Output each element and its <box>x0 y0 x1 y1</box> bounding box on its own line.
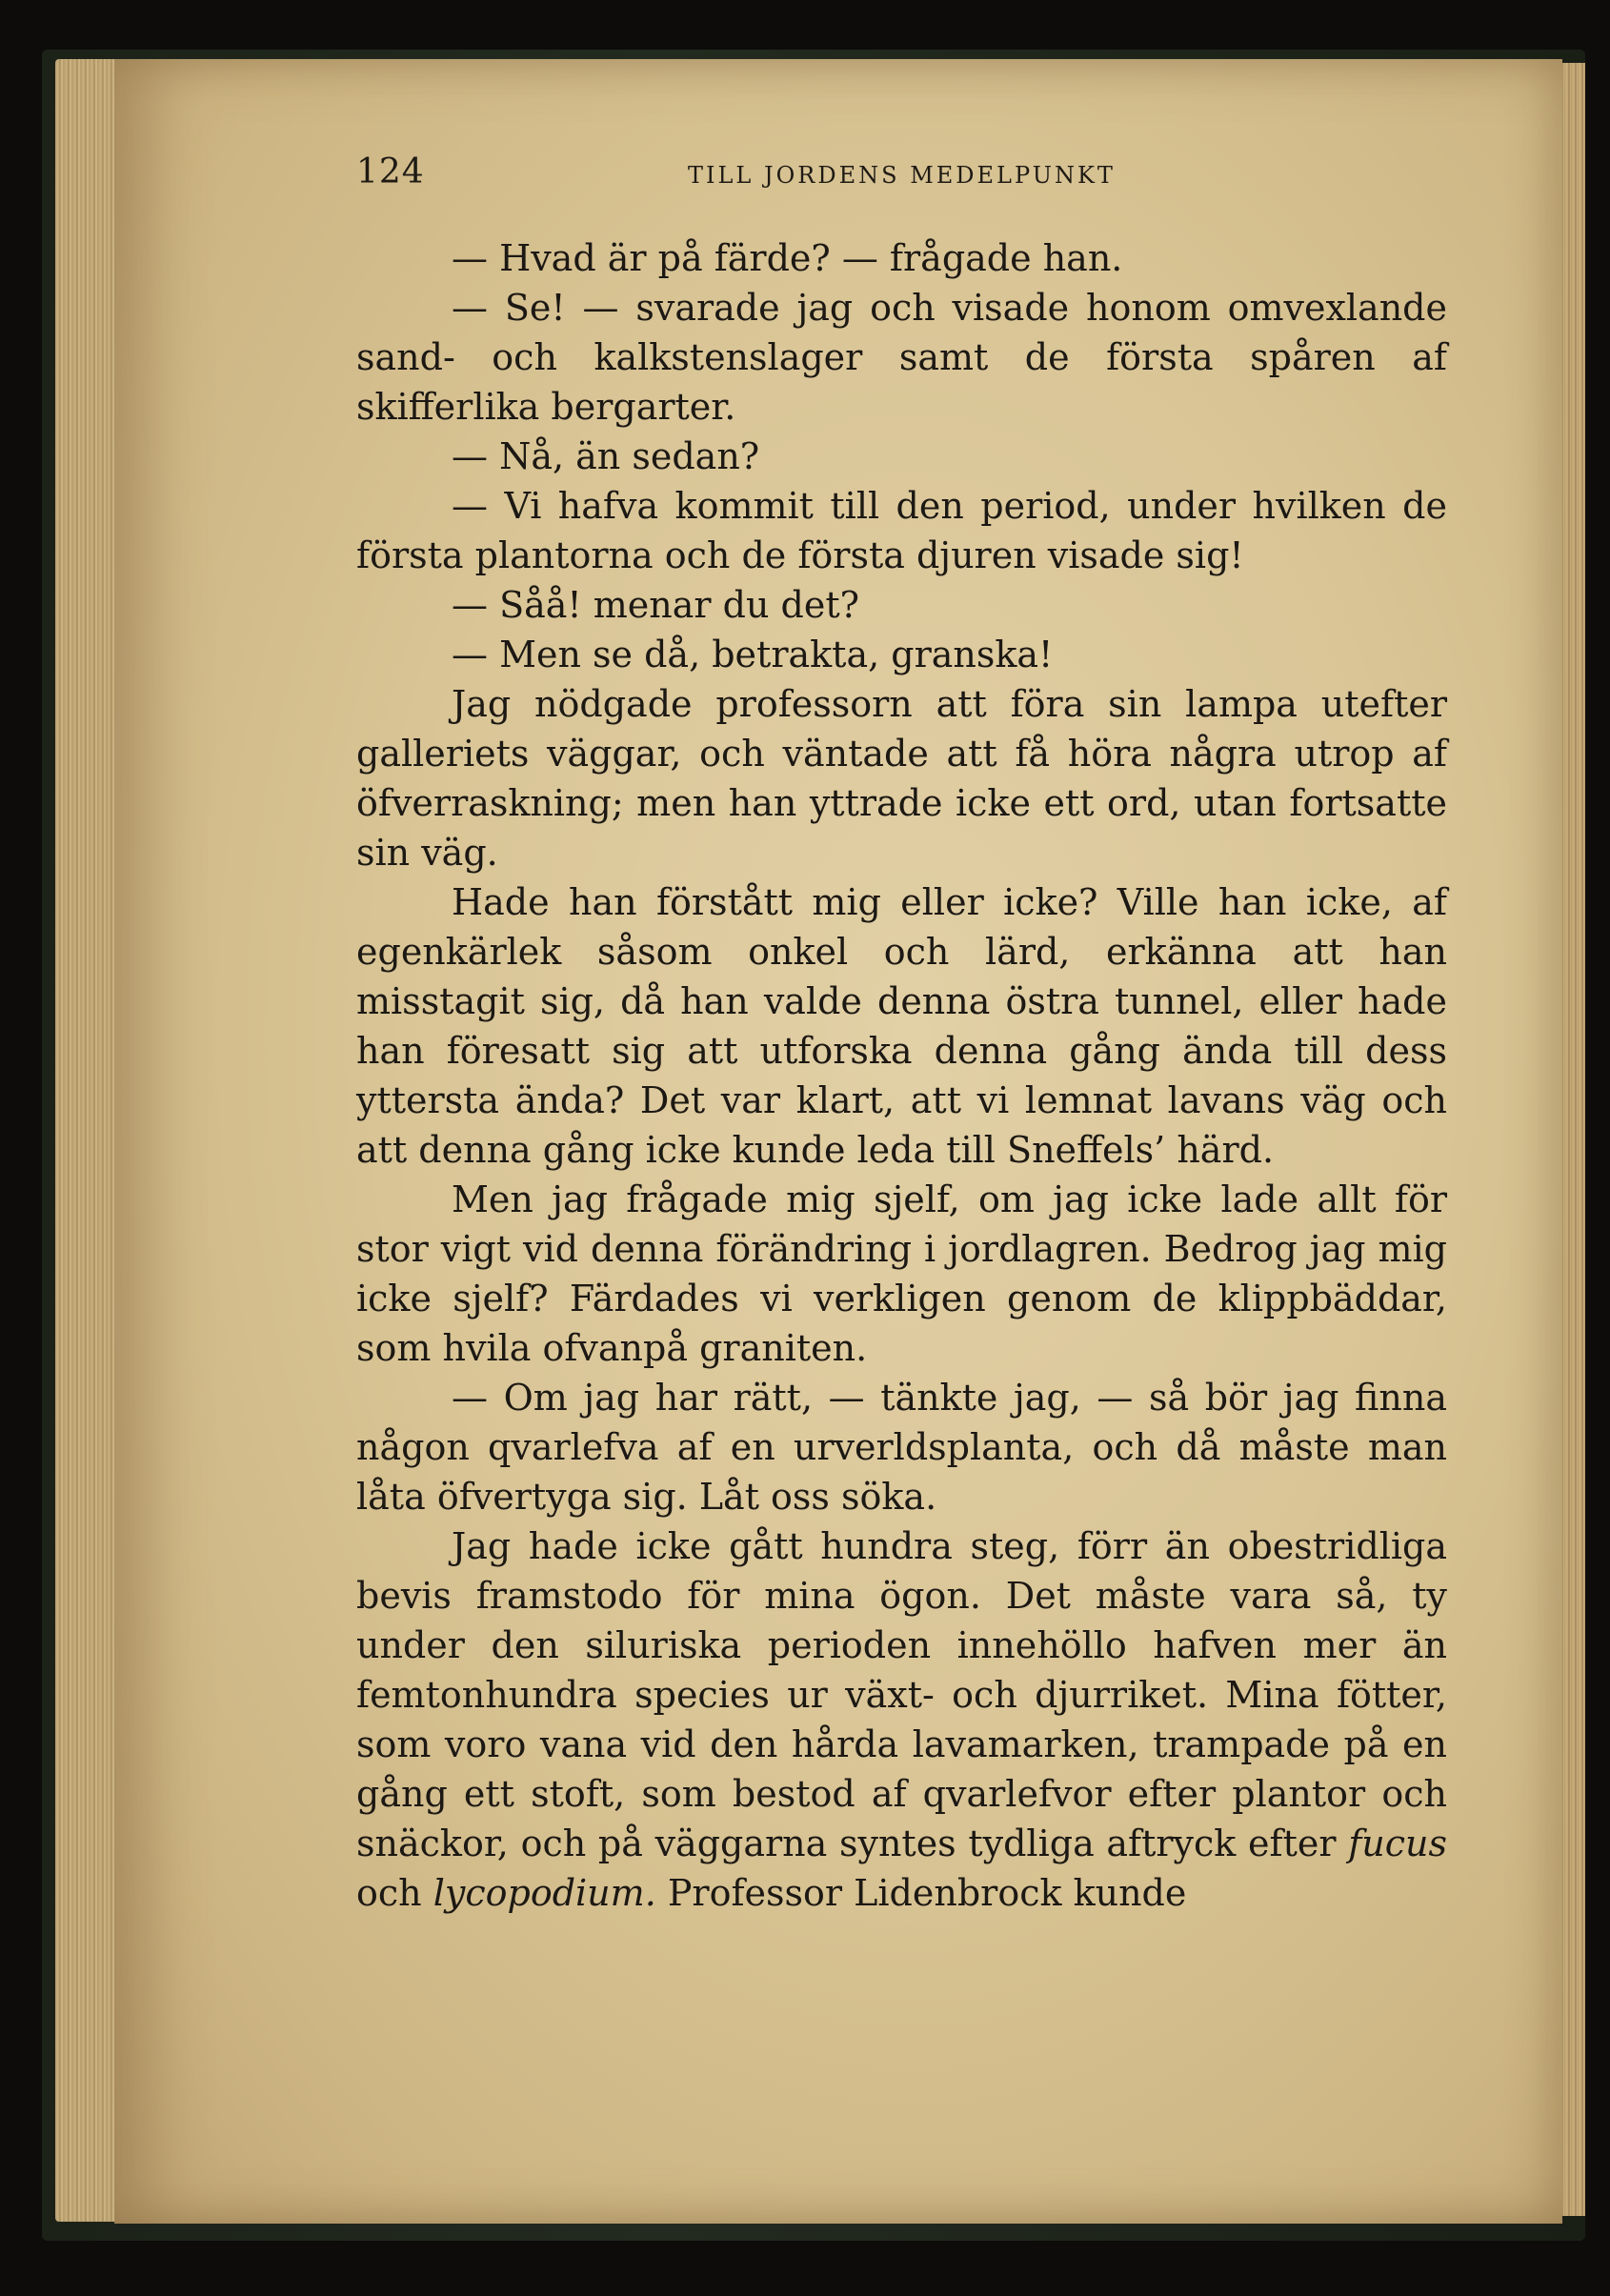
paragraph-text: Jag hade icke gått hundra steg, förr än obestridliga bevis framstodo för mina ögon. Det måste vara så, ty under den siluriska perioden innehöllo hafven mer än femtonhundra species ur växt- och djurriket. Mina fötter, som voro vana vid den hårda lavamarken, trampade på en gång ett stoft, som bestod af qvarlefvor efter plantor och snäckor, och på väggarna syntes tydliga aftryck efter <box>356 1525 1447 1864</box>
paragraph: Jag nödgade professorn att föra sin lampa utefter galleriets väggar, och väntade att få höra några utrop af öfverraskning; men han yttrade icke ett ord, utan fortsatte sin väg. <box>356 683 1447 874</box>
italic-term-fucus: fucus <box>1348 1823 1447 1864</box>
paragraph: — Såå! menar du det? <box>452 584 860 626</box>
paragraph-text: och <box>356 1872 433 1914</box>
paragraph: — Hvad är på färde? — frågade han. <box>452 237 1123 279</box>
paragraph: — Men se då, betrakta, granska! <box>452 634 1054 675</box>
paragraph: Hade han förstått mig eller icke? Ville han icke, af egenkärlek såsom onkel och lärd, erkänna att han misstagit sig, då han valde denna östra tunnel, eller hade han föresatt sig att utforska denna gång ända till dess yttersta ända? Det var klart, att vi lemnat lavans väg och att denna gång icke kunde leda till Sneffels’ härd. <box>356 881 1447 1171</box>
paragraph: — Nå, än sedan? <box>452 435 760 477</box>
page-header <box>356 152 1452 200</box>
body-text <box>356 233 1447 1918</box>
paragraph: — Om jag har rätt, — tänkte jag, — så bör jag finna någon qvarlefva af en urverldsplanta, och då måste man låta öfvertyga sig. Låt oss söka. <box>356 1377 1447 1518</box>
paragraph: Men jag frågade mig sjelf, om jag icke lade allt för stor vigt vid denna förändring i jordlagren. Bedrog jag mig icke sjelf? Färdades vi verkligen genom de klippbäddar, som hvila ofvanpå graniten. <box>356 1178 1447 1369</box>
italic-term-lycopodium: lycopodium. <box>433 1872 656 1914</box>
running-title: TILL JORDENS MEDELPUNKT <box>688 162 1116 189</box>
page-number: 124 <box>356 152 425 191</box>
paragraph: — Se! — svarade jag och visade honom omvexlande sand- och kalkstenslager samt de första spåren af skifferlika bergarter. <box>356 287 1447 428</box>
paragraph-last <box>356 1521 1447 1918</box>
paragraph-text: Professor Lidenbrock kunde <box>655 1872 1187 1914</box>
paragraph: — Vi hafva kommit till den period, under hvilken de första plantorna och de första djuren visade sig! <box>356 485 1447 576</box>
